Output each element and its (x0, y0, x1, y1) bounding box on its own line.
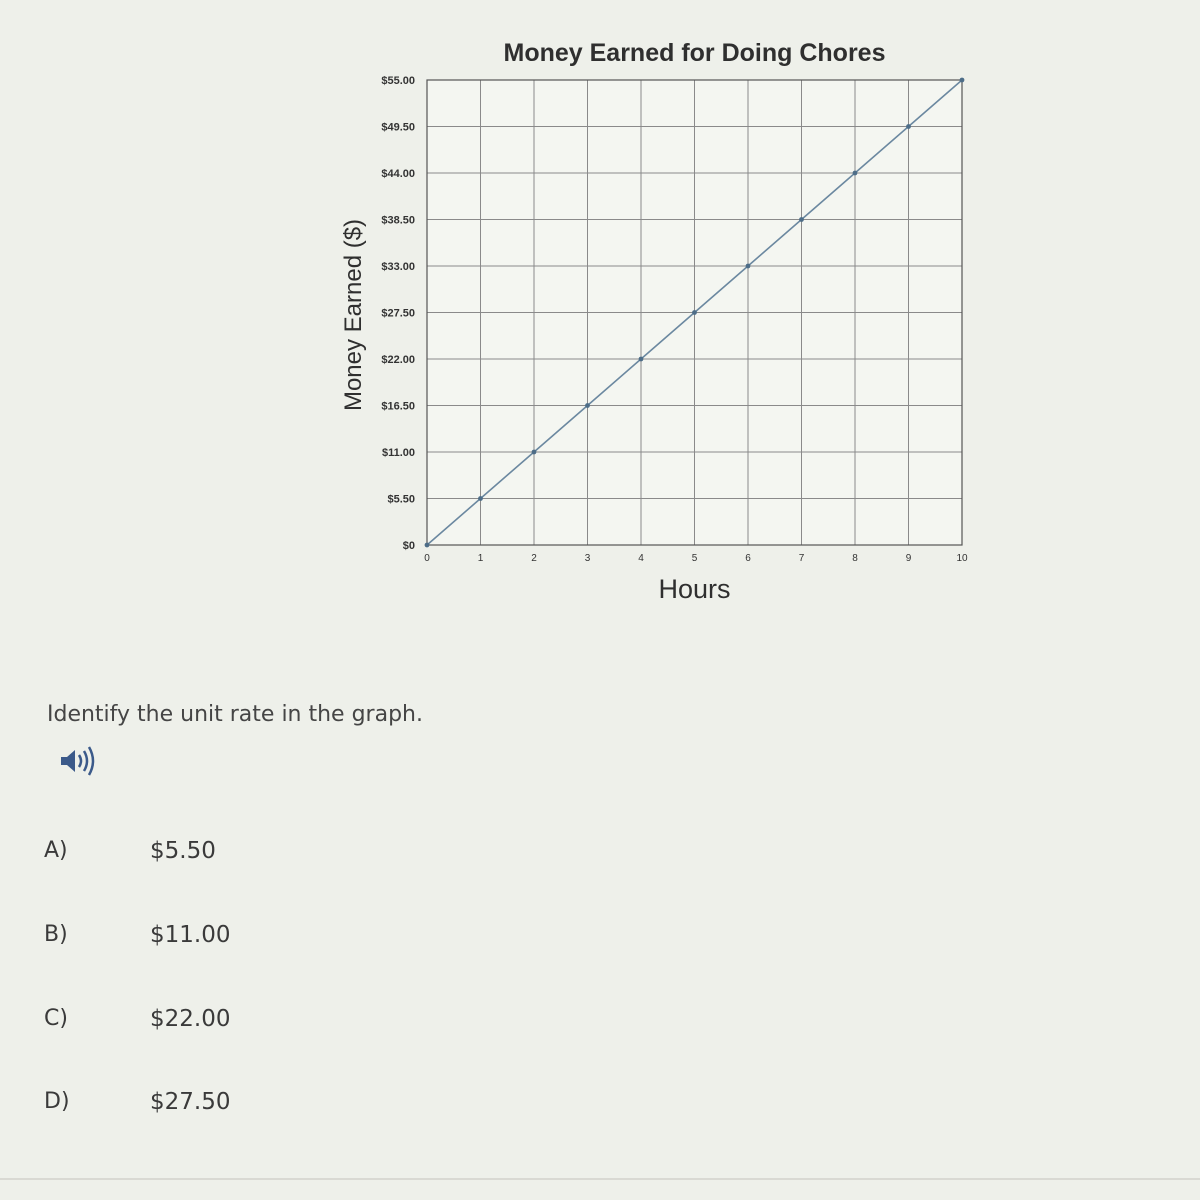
data-point (532, 450, 537, 455)
data-point (853, 171, 858, 176)
y-tick-label: $38.50 (381, 214, 415, 227)
data-point (585, 403, 590, 408)
data-point (746, 264, 751, 269)
option-b[interactable] (44, 922, 344, 962)
option-a-value: $5.50 (150, 838, 216, 864)
x-tick-label: 9 (905, 553, 912, 564)
y-tick-label: $55.00 (381, 75, 415, 87)
divider (0, 1178, 1200, 1180)
x-tick-label: 7 (798, 553, 805, 564)
y-tick-label: $33.00 (381, 261, 415, 273)
option-c-letter: C) (44, 1006, 68, 1031)
audio-button[interactable] (58, 744, 98, 778)
x-tick-label: 0 (424, 553, 430, 564)
x-tick-label: 4 (638, 553, 644, 564)
option-d-value: $27.50 (150, 1089, 231, 1115)
option-d-letter: D) (44, 1089, 70, 1114)
y-tick-label: $0 (402, 540, 415, 552)
x-tick-label: 10 (956, 553, 968, 564)
x-tick-label: 6 (745, 553, 751, 564)
x-tick-label: 8 (852, 553, 858, 564)
option-a-letter: A) (44, 838, 68, 863)
option-c[interactable] (44, 1006, 344, 1046)
y-tick-label: $44.00 (381, 168, 415, 180)
y-axis-label: Money Earned ($) (340, 218, 367, 412)
option-d[interactable] (44, 1089, 344, 1129)
y-tick-label: $22.00 (381, 354, 415, 366)
y-tick-label: $16.50 (381, 400, 415, 413)
data-point (639, 357, 644, 362)
data-point (960, 78, 965, 83)
x-tick-label: 3 (584, 553, 591, 564)
x-tick-label: 1 (477, 553, 484, 564)
data-point (478, 496, 483, 501)
x-tick-label: 2 (531, 553, 537, 564)
y-tick-label: $5.50 (387, 493, 415, 506)
option-c-value: $22.00 (150, 1006, 231, 1032)
option-b-letter: B) (44, 922, 68, 947)
speaker-icon (58, 744, 98, 778)
y-tick-label: $27.50 (381, 307, 415, 320)
y-tick-label: $49.50 (381, 121, 415, 134)
question-text: Identify the unit rate in the graph. (47, 702, 423, 727)
x-axis-label: Hours (658, 574, 731, 604)
data-point (799, 217, 804, 222)
data-point (425, 543, 430, 548)
y-tick-label: $11.00 (381, 447, 415, 459)
data-point (906, 124, 911, 129)
chart-title: Money Earned for Doing Chores (503, 39, 886, 67)
option-b-value: $11.00 (150, 922, 231, 948)
data-point (692, 310, 697, 315)
option-a[interactable] (44, 838, 344, 878)
x-tick-label: 5 (691, 553, 698, 564)
